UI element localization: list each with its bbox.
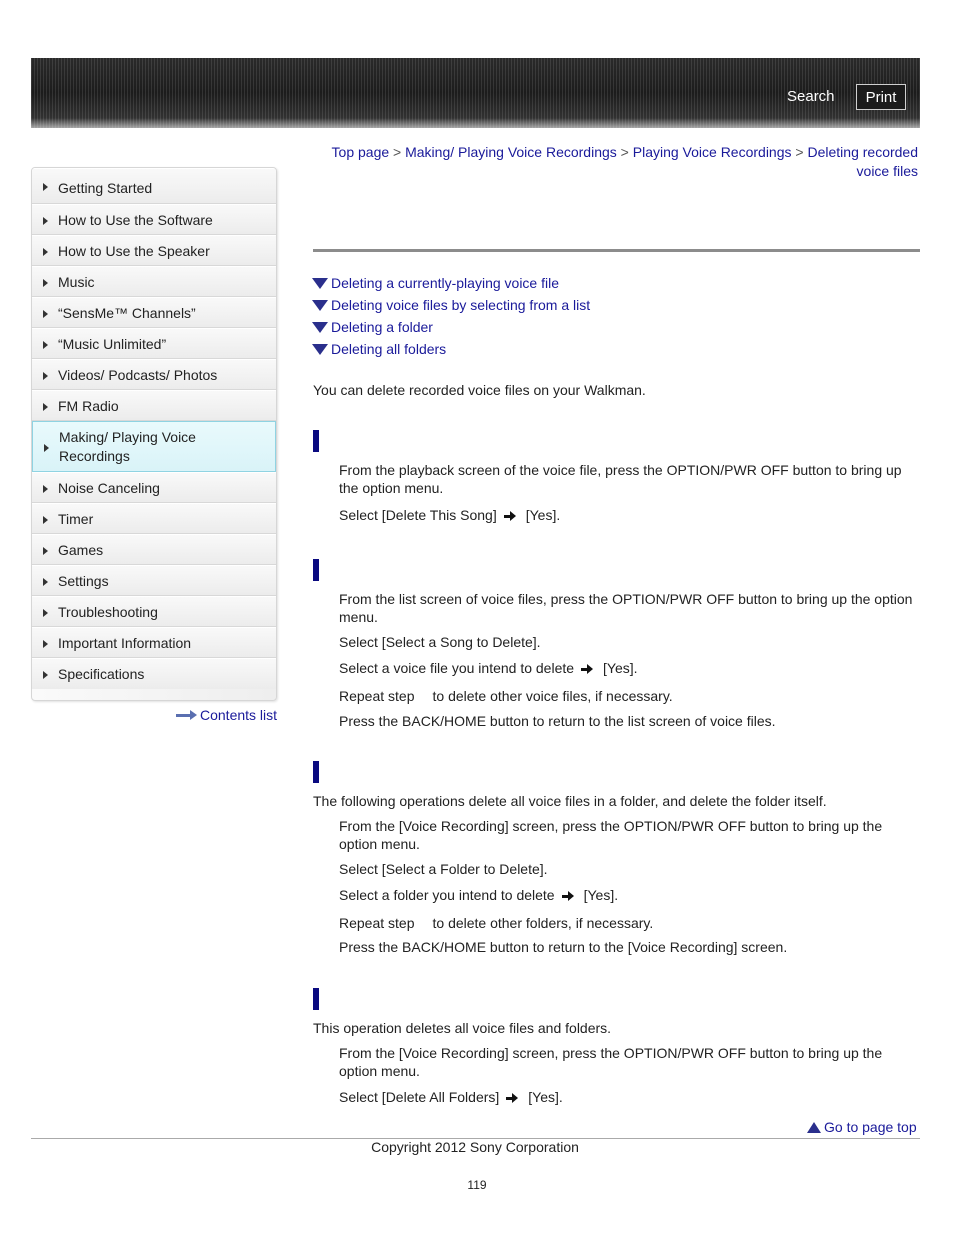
- title-divider: [313, 249, 920, 252]
- section-intro-text: The following operations delete all voice files in a folder, and delete the folder itself.: [313, 793, 827, 809]
- step-text: [339, 659, 921, 677]
- toc-item[interactable]: [312, 316, 590, 338]
- page-number: 119: [467, 1178, 487, 1192]
- sidebar-item-specifications[interactable]: [32, 658, 276, 689]
- contents-list-label: Contents list: [200, 707, 278, 723]
- toc-item[interactable]: [312, 272, 590, 294]
- sidebar-item-label: Making/ Playing Voice Recordings: [59, 428, 196, 464]
- step-text: Select [Select a Folder to Delete].: [339, 861, 548, 877]
- step-text-part: Select a voice file you intend to delete: [339, 660, 575, 676]
- sidebar-item-label: Important Information: [58, 634, 192, 651]
- sidebar-item-label: FM Radio: [58, 397, 119, 414]
- step-text-part: Repeat step: [339, 688, 415, 704]
- sidebar-item-software[interactable]: [32, 204, 276, 235]
- triangle-right-icon: [43, 310, 48, 318]
- sidebar-item-label: How to Use the Software: [58, 211, 213, 228]
- section-heading-bar: [313, 988, 319, 1010]
- triangle-right-icon: [44, 444, 49, 452]
- step-text: Press the BACK/HOME button to return to the list screen of voice files.: [339, 713, 776, 729]
- sidebar-item-noise-canceling[interactable]: [32, 472, 276, 503]
- step-text-part: Select [Delete This Song]: [339, 507, 497, 523]
- sidebar-item-label: Troubleshooting: [58, 603, 158, 620]
- sidebar-item-label: Specifications: [58, 666, 145, 682]
- triangle-right-icon: [43, 516, 48, 524]
- toc-label: Deleting a currently-playing voice file: [331, 275, 559, 291]
- section-heading-bar: [313, 559, 319, 581]
- step-text: [339, 687, 921, 705]
- copyright-text: Copyright 2012 Sony Corporation: [371, 1139, 579, 1155]
- section-heading-bar: [313, 761, 319, 783]
- breadcrumb-separator: >: [795, 144, 804, 160]
- triangle-right-icon: [43, 372, 48, 380]
- sidebar-item-label: Getting Started: [58, 180, 153, 196]
- step-text-part: [Yes].: [583, 887, 619, 903]
- sidebar-item-troubleshooting[interactable]: [32, 596, 276, 627]
- sidebar-item-label: How to Use the Speaker: [58, 242, 210, 259]
- arrow-right-icon: [504, 511, 518, 521]
- sidebar-item-label: Games: [58, 541, 104, 558]
- sidebar-item-getting-started[interactable]: [32, 168, 276, 204]
- triangle-right-icon: [43, 183, 48, 191]
- sidebar-nav: [31, 167, 277, 701]
- sidebar-item-label: “Music Unlimited”: [58, 335, 167, 352]
- triangle-right-icon: [43, 609, 48, 617]
- arrow-right-icon: [581, 664, 595, 674]
- toc-item[interactable]: [312, 294, 590, 316]
- sidebar-item-settings[interactable]: [32, 565, 276, 596]
- triangle-right-icon: [43, 485, 48, 493]
- breadcrumb-separator: >: [620, 144, 629, 160]
- step-text-part: [Yes].: [525, 507, 561, 523]
- sidebar-item-voice-recordings[interactable]: [32, 421, 276, 472]
- step-text: [339, 886, 921, 904]
- triangle-down-icon: [312, 300, 328, 311]
- triangle-right-icon: [43, 547, 48, 555]
- intro-text: You can delete recorded voice files on your Walkman.: [313, 382, 646, 398]
- arrow-right-icon: [562, 891, 576, 901]
- arrow-right-icon: [176, 710, 198, 720]
- breadcrumb-top-page[interactable]: Top page: [331, 144, 390, 160]
- section-intro-text: This operation deletes all voice files and folders.: [313, 1020, 612, 1036]
- step-text-part: Repeat step: [339, 915, 415, 931]
- sidebar-item-label: Music: [58, 273, 95, 290]
- search-link[interactable]: Search: [787, 88, 835, 105]
- breadcrumb: [315, 143, 918, 181]
- step-text: From the list screen of voice files, press the OPTION/PWR OFF button to bring up the option menu.: [339, 591, 913, 625]
- step-text: From the [Voice Recording] screen, press the OPTION/PWR OFF button to bring up the option menu.: [339, 1045, 883, 1079]
- sidebar-item-label: Timer: [58, 510, 94, 527]
- triangle-down-icon: [312, 322, 328, 333]
- breadcrumb-separator: >: [393, 144, 402, 160]
- toc-label: Deleting all folders: [331, 341, 447, 357]
- sidebar-item-games[interactable]: [32, 534, 276, 565]
- triangle-right-icon: [43, 341, 48, 349]
- sidebar-item-label: Videos/ Podcasts/ Photos: [58, 366, 218, 383]
- step-text: [339, 914, 921, 932]
- step-text: [339, 506, 921, 524]
- triangle-right-icon: [43, 671, 48, 679]
- sidebar-item-fm-radio[interactable]: [32, 390, 276, 421]
- triangle-right-icon: [43, 640, 48, 648]
- header-bar: [31, 58, 920, 128]
- step-text-part: [Yes].: [528, 1089, 563, 1105]
- sidebar-item-important-info[interactable]: [32, 627, 276, 658]
- triangle-right-icon: [43, 248, 48, 256]
- sidebar-item-label: Noise Canceling: [58, 479, 160, 496]
- sidebar-item-label: “SensMe™ Channels”: [58, 304, 196, 321]
- step-text: From the [Voice Recording] screen, press the OPTION/PWR OFF button to bring up the option menu.: [339, 818, 883, 852]
- sidebar-item-timer[interactable]: [32, 503, 276, 534]
- section-toc: [312, 272, 590, 360]
- page-top-label: Go to page top: [824, 1119, 917, 1135]
- step-text: Select [Select a Song to Delete].: [339, 634, 541, 650]
- triangle-down-icon: [312, 278, 328, 289]
- toc-item[interactable]: [312, 338, 590, 360]
- sidebar-item-sensme[interactable]: [32, 297, 276, 328]
- step-text-part: Select [Delete All Folders]: [339, 1089, 500, 1105]
- sidebar-item-music[interactable]: [32, 266, 276, 297]
- step-text-part: [Yes].: [603, 660, 638, 676]
- triangle-right-icon: [43, 578, 48, 586]
- section-heading-bar: [313, 430, 319, 452]
- sidebar-item-videos[interactable]: [32, 359, 276, 390]
- triangle-up-icon: [807, 1122, 821, 1133]
- arrow-right-icon: [506, 1093, 520, 1103]
- step-text-part: Select a folder you intend to delete: [339, 887, 555, 903]
- contents-list-link[interactable]: [176, 707, 277, 723]
- triangle-right-icon: [43, 217, 48, 225]
- step-text: Press the BACK/HOME button to return to the [Voice Recording] screen.: [339, 939, 788, 955]
- breadcrumb-current[interactable]: Deleting recorded voice files: [807, 144, 918, 179]
- triangle-right-icon: [43, 403, 48, 411]
- step-text-part: to delete other voice files, if necessary.: [432, 688, 673, 704]
- step-text: From the playback screen of the voice file, press the OPTION/PWR OFF button to bring up the option menu.: [339, 462, 902, 496]
- toc-label: Deleting a folder: [331, 319, 433, 335]
- breadcrumb-making-voice[interactable]: Making/ Playing Voice Recordings: [405, 144, 617, 160]
- go-to-page-top-link[interactable]: [807, 1119, 917, 1135]
- print-button[interactable]: Print: [856, 84, 906, 110]
- triangle-right-icon: [43, 279, 48, 287]
- toc-label: Deleting voice files by selecting from a list: [331, 297, 591, 313]
- step-text: [339, 1088, 921, 1106]
- breadcrumb-playing-voice[interactable]: Playing Voice Recordings: [632, 144, 792, 160]
- sidebar-item-speaker[interactable]: [32, 235, 276, 266]
- triangle-down-icon: [312, 344, 328, 355]
- step-text-part: to delete other folders, if necessary.: [432, 915, 654, 931]
- sidebar-item-label: Settings: [58, 572, 109, 589]
- copyright: [0, 1139, 954, 1155]
- sidebar-item-music-unlimited[interactable]: [32, 328, 276, 359]
